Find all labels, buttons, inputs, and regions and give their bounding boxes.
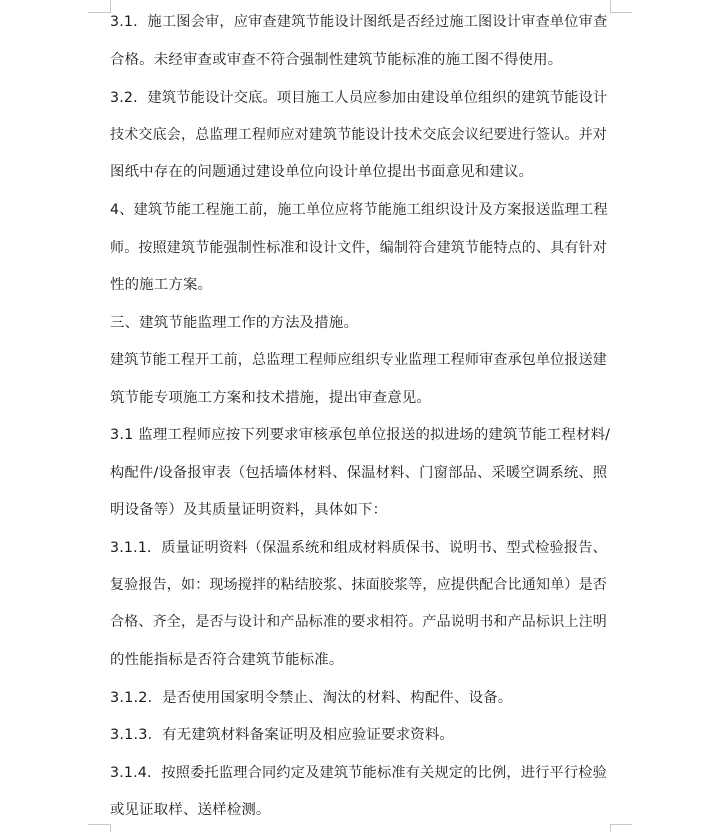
paragraph-line: 合格。未经审查或审查不符合强制性建筑节能标准的施工图不得使用。 (110, 52, 563, 68)
paragraph-line: 明设备等）及其质量证明资料，具体如下： (110, 502, 388, 518)
paragraph-line: 的性能指标是否符合建筑节能标准。 (110, 652, 344, 668)
paragraph-line: 合格、齐全，是否与设计和产品标准的要求相符。产品说明书和产品标识上注明 (110, 614, 607, 630)
paragraph-line: 3.1.4．按照委托监理合同约定及建筑节能标准有关规定的比例，进行平行检验 (110, 765, 607, 781)
margin-mark-bottom-left-h (88, 824, 110, 825)
margin-mark-bottom-right-h (610, 824, 632, 825)
paragraph-line: 性的施工方案。 (110, 277, 213, 293)
paragraph-line: 3.1.3．有无建筑材料备案证明及相应验证要求资料。 (110, 727, 455, 743)
paragraph-line: 4、建筑节能工程施工前，施工单位应将节能施工组织设计及方案报送监理工程 (110, 202, 608, 218)
paragraph-line: 筑节能专项施工方案和技术措施，提出审查意见。 (110, 390, 431, 406)
paragraph-line: 技术交底会，总监理工程师应对建筑节能设计技术交底会议纪要进行签认。并对 (110, 127, 607, 143)
paragraph-line: 师。按照建筑节能强制性标准和设计文件，编制符合建筑节能特点的、具有针对 (110, 240, 607, 256)
margin-mark-top-right-h (610, 12, 632, 13)
paragraph-line: 3.2．建筑节能设计交底。项目施工人员应参加由建设单位组织的建筑节能设计 (110, 90, 608, 106)
paragraph-line: 建筑节能工程开工前，总监理工程师应组织专业监理工程师审查承包单位报送建 (110, 352, 607, 368)
paragraph-line: 复验报告，如：现场搅拌的粘结胶浆、抹面胶浆等，应提供配合比通知单）是否 (110, 577, 607, 593)
paragraph-line: 3.1 监理工程师应按下列要求审核承包单位报送的拟进场的建筑节能工程材料/ (110, 427, 611, 443)
paragraph-line: 或见证取样、送样检测。 (110, 802, 271, 818)
paragraph-line: 构配件/设备报审表（包括墙体材料、保温材料、门窗部品、采暖空调系统、照 (110, 465, 608, 481)
paragraph-line: 3.1．施工图会审，应审查建筑节能设计图纸是否经过施工图设计审查单位审查 (110, 14, 608, 30)
margin-mark-top-right-v (610, 0, 611, 13)
margin-mark-top-left-h (88, 12, 110, 13)
paragraph-line: 3.1.2．是否使用国家明令禁止、淘汰的材料、构配件、设备。 (110, 690, 513, 706)
margin-mark-bottom-right-v (610, 824, 611, 832)
margin-mark-bottom-left-v (110, 824, 111, 832)
section-heading: 三、建筑节能监理工作的方法及措施。 (110, 315, 359, 331)
paragraph-line: 3.1.1．质量证明资料（保温系统和组成材料质保书、说明书、型式检验报告、 (110, 540, 607, 556)
paragraph-line: 图纸中存在的问题通过建设单位向设计单位提出书面意见和建议。 (110, 164, 534, 180)
